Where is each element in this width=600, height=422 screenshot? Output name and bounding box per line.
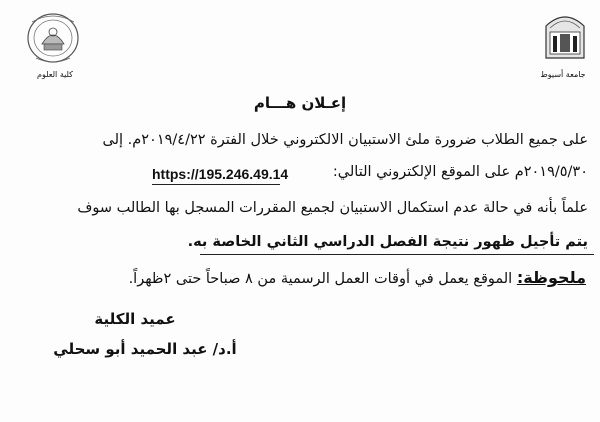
announcement-title: إعـلان هـــام: [253, 94, 347, 112]
emphasis-underline: [200, 254, 594, 255]
body-line-4-emphasis: يتم تأجيل ظهور نتيجة الفصل الدراسي الثاني الخاصة به.: [187, 234, 588, 250]
body-line-2: ٢٠١٩/٥/٣٠م على الموقع الإلكتروني التالي:: [332, 164, 588, 180]
body-line-3: علماً بأنه في حالة عدم استكمال الاستبيان لجميع المقررات المسجل بها الطالب سوف: [77, 200, 588, 216]
url-underline: [152, 184, 280, 185]
signature-title: عميد الكلية: [94, 310, 176, 328]
survey-url-link[interactable]: https://195.246.49.14: [152, 166, 289, 182]
note-text: الموقع يعمل في أوقات العمل الرسمية من ٨ صباحاً حتى ٢ظهراً.: [128, 271, 517, 287]
body-line-1: على جميع الطلاب ضرورة ملئ الاستبيان الالكتروني خلال الفترة ٢٠١٩/٤/٢٢م. إلى: [102, 132, 588, 148]
university-name: جامعة أسيوط: [540, 70, 586, 79]
note-label: ملحوظة:: [516, 268, 586, 287]
signature-name: أ.د/ عبد الحميد أبو سحلي: [53, 340, 237, 358]
note-line: [129, 268, 586, 287]
faculty-of-science-logo: [22, 8, 84, 66]
assiut-university-logo: [540, 6, 590, 62]
faculty-name: كلية العلوم: [37, 70, 73, 79]
